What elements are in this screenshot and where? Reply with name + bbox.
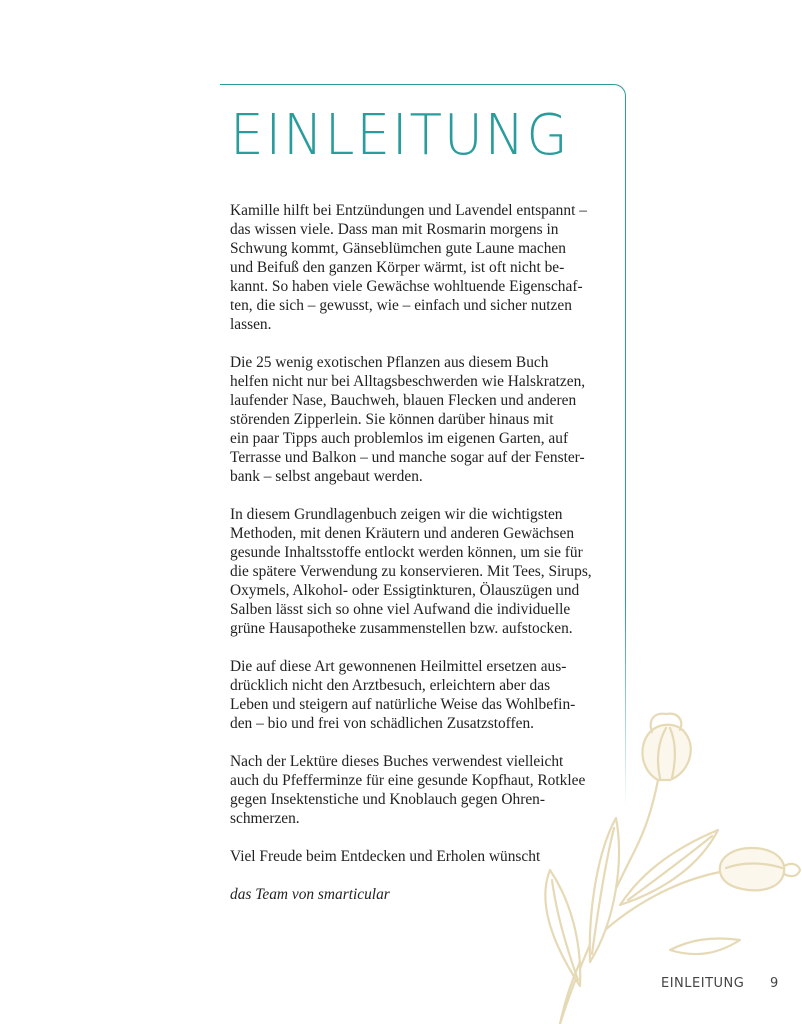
text-line: Kamille hilft bei Entzündungen und Lavendel entspannt – (230, 202, 587, 219)
text-line: gesunde Inhaltsstoffe entlockt werden können, um sie für (230, 544, 583, 561)
text-line: helfen nicht nur bei Alltagsbeschwerden wie Halskratzen, (230, 373, 586, 390)
text-line: Methoden, mit denen Kräutern und anderen Gewächsen (230, 525, 575, 542)
text-line: Schwung kommt, Gänseblümchen gute Laune machen (230, 240, 566, 257)
text-line: kannt. So haben viele Gewächse wohltuende Eigenschaf- (230, 278, 583, 295)
text-line: auch du Pfefferminze für eine gesunde Kopfhaut, Rotklee (230, 772, 586, 789)
text-line: laufender Nase, Bauchweh, blauen Flecken und anderen (230, 392, 577, 409)
text-line: störenden Zipperlein. Sie können darüber hinaus mit (230, 411, 554, 428)
text-line: Nach der Lektüre dieses Buches verwendest vielleicht (230, 753, 564, 770)
text-line: ten, die sich – gewusst, wie – einfach und sicher nutzen (230, 297, 572, 314)
text-line: grüne Hausapotheke zusammenstellen bzw. aufstocken. (230, 620, 573, 637)
text-line: drücklich nicht den Arztbesuch, erleichtern aber das (230, 677, 551, 694)
text-line: und Beifuß den ganzen Körper wärmt, ist oft nicht be- (230, 259, 565, 276)
text-line: Viel Freude beim Entdecken und Erholen wünscht (230, 848, 541, 865)
paragraph (230, 353, 612, 486)
text-line: Die 25 wenig exotischen Pflanzen aus diesem Buch (230, 354, 549, 371)
paragraph (230, 505, 612, 638)
text-line: Oxymels, Alkohol- oder Essigtinkturen, Ölauszügen und (230, 582, 580, 599)
page-title: EINLEITUNG (230, 103, 570, 168)
text-line: Salben lässt sich so ohne viel Aufwand die individuelle (230, 601, 571, 618)
text-line: das wissen viele. Dass man mit Rosmarin morgens in (230, 221, 559, 238)
text-line: Die auf diese Art gewonnenen Heilmittel ersetzen aus- (230, 658, 567, 675)
text-line: bank – selbst angebaut werden. (230, 468, 423, 485)
text-line: gegen Insektenstiche und Knoblauch gegen Ohren- (230, 791, 545, 808)
running-footer-section: EINLEITUNG (661, 976, 745, 991)
text-line: ein paar Tipps auch problemlos im eigenen Garten, auf (230, 430, 569, 447)
text-line: den – bio und frei von schädlichen Zusatzstoffen. (230, 715, 535, 732)
text-line: schmerzen. (230, 810, 300, 827)
text-line: In diesem Grundlagenbuch zeigen wir die wichtigsten (230, 506, 563, 523)
text-line: Leben und steigern auf natürliche Weise das Wohlbefin- (230, 696, 576, 713)
page-number: 9 (770, 976, 779, 991)
text-line: die spätere Verwendung zu konservieren. Mit Tees, Sirups, (230, 563, 592, 580)
signature: das Team von smarticular (230, 886, 390, 903)
text-line: Terrasse und Balkon – und manche sogar auf der Fenster- (230, 449, 585, 466)
paragraph (230, 201, 612, 334)
text-line: lassen. (230, 316, 272, 333)
